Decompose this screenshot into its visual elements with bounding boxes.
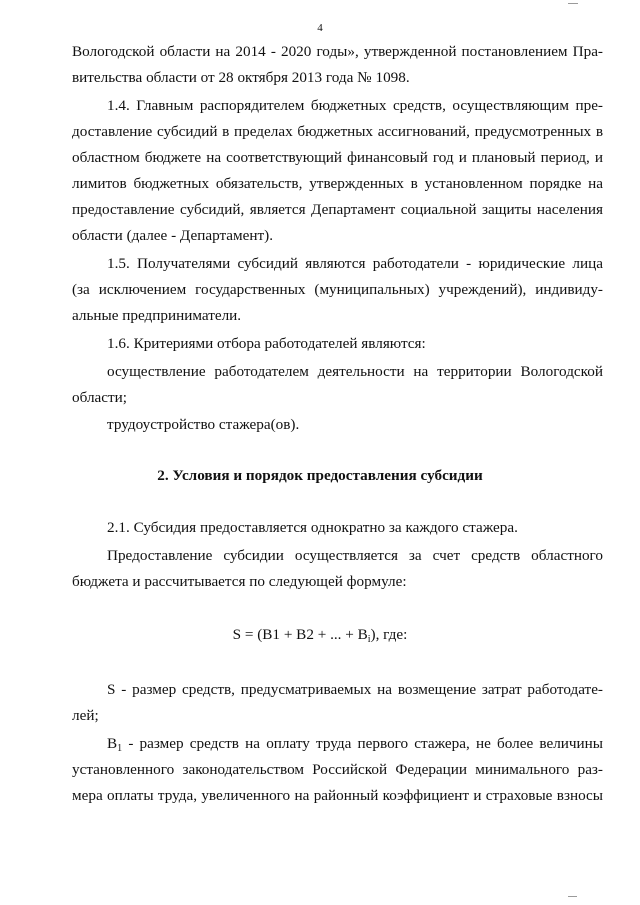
text-line: вительства области от 28 октября 2013 года № 1098. [72, 69, 410, 86]
formula-subscript: i [367, 634, 371, 645]
paragraph-1-5-line: 1.5. Получателями субсидий являются работодатели - юридические лица [107, 255, 603, 272]
paragraph-1-4-line: 1.4. Главным распорядителем бюджетных средств, осуществляющим пре- [107, 97, 603, 114]
formula-prefix: S = (В1 + В2 + ... + В [232, 626, 368, 643]
text-line: Вологодской области на 2014 - 2020 годы», утвержденной постановлением Пра- [72, 43, 603, 60]
text-line: доставление субсидий в пределах бюджетных ассигнований, предусмотренных в [72, 123, 603, 140]
text-line: Предоставление субсидии осуществляется за счет средств областного [107, 547, 603, 564]
text-line: альные предприниматели. [72, 307, 242, 324]
text-line: предоставление субсидий, является Департамент социальной защиты населения [72, 201, 603, 218]
page-number: 4 [317, 22, 323, 34]
paragraph-2-1-line: 2.1. Субсидия предоставляется однократно за каждого стажера. [107, 519, 518, 536]
subsidy-formula [0, 626, 640, 644]
definition-b1-line [107, 735, 603, 753]
text-line: бюджета и рассчитывается по следующей формуле: [72, 573, 407, 590]
text-line: области (далее - Департамент). [72, 227, 274, 244]
text-line: (за исключением государственных (муниципальных) учреждений), индивиду- [72, 281, 603, 298]
formula-suffix: ), где: [370, 626, 408, 643]
text-line: лимитов бюджетных обязательств, утвержденных в установленном порядке на [72, 175, 603, 192]
b1-text: - размер средств на оплату труда первого стажера, не более величины [122, 735, 603, 752]
text-line: области; [72, 389, 127, 406]
scan-mark [568, 896, 577, 897]
definition-s-line: S - размер средств, предусматриваемых на возмещение затрат работодате- [107, 681, 603, 698]
text-line: областном бюджете на соответствующий финансовый год и плановый период, и [72, 149, 603, 166]
text-line: установленного законодательством Российской Федерации минимального раз- [72, 761, 603, 778]
section-heading: 2. Условия и порядок предоставления субсидии [157, 467, 483, 484]
text-line: осуществление работодателем деятельности на территории Вологодской [107, 363, 603, 380]
b1-subscript: 1 [117, 743, 123, 754]
text-line: лей; [72, 707, 99, 724]
text-line: мера оплаты труда, увеличенного на районный коэффициент и страховые взносы [72, 787, 603, 804]
scan-mark [568, 3, 578, 4]
paragraph-1-6-line: 1.6. Критериями отбора работодателей являются: [107, 335, 426, 352]
b1-symbol: В [107, 735, 118, 752]
text-line: трудоустройство стажера(ов). [107, 416, 300, 433]
